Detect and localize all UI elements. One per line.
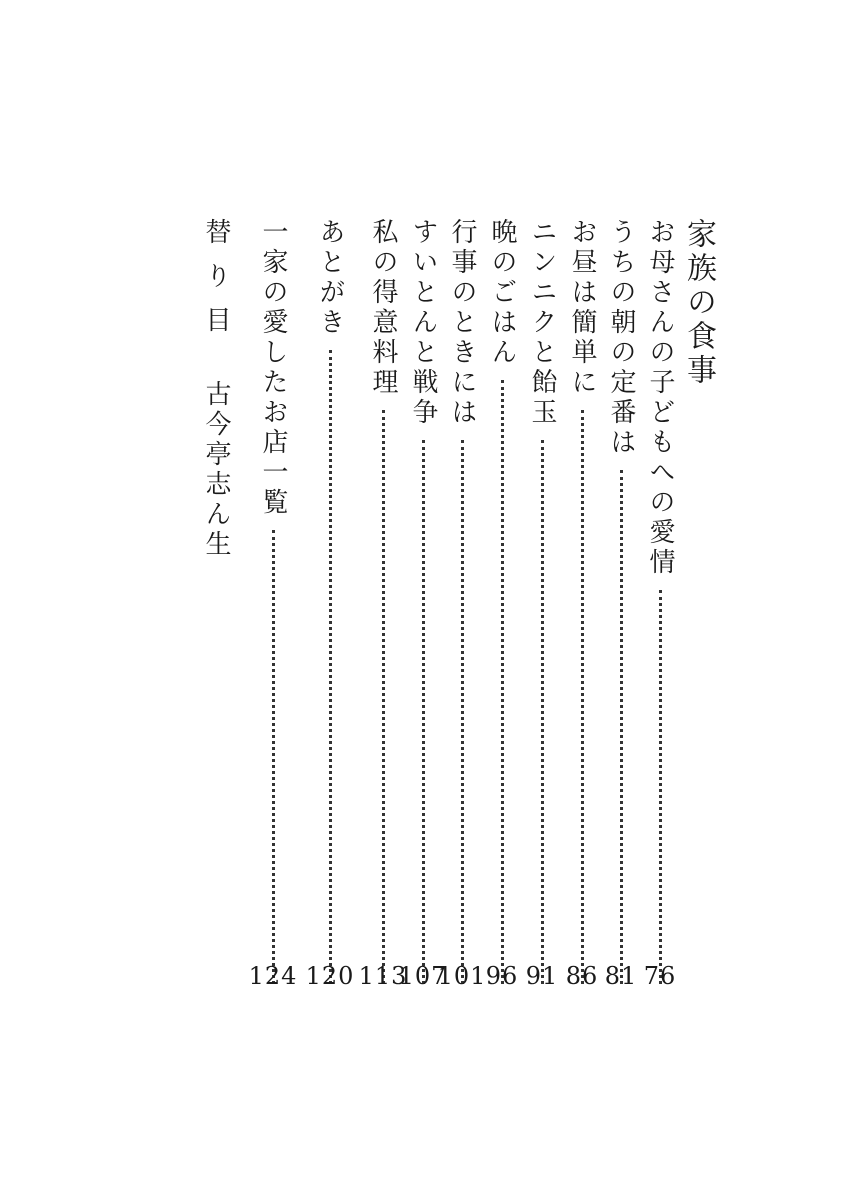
dot-leader: [659, 590, 662, 984]
toc-entry[interactable]: [310, 218, 350, 990]
toc-entry-title: 私の得意料理: [368, 218, 398, 398]
essay-author: 古今亭志ん生: [201, 380, 231, 560]
dot-leader: [541, 440, 544, 984]
toc-entry-page: 101: [437, 962, 487, 990]
dot-leader: [422, 440, 425, 984]
toc-entry-page: 113: [358, 962, 408, 990]
toc-entry-page: 76: [643, 962, 677, 990]
toc-entry-page: 91: [525, 962, 559, 990]
dot-leader: [382, 410, 385, 984]
toc-entry-title: すいとんと戦争: [408, 218, 438, 428]
section-heading-text: 家族の食事: [681, 218, 716, 388]
toc-entry-title: ニンニクと飴玉: [527, 218, 557, 428]
dot-leader: [272, 530, 275, 984]
dot-leader: [501, 380, 504, 984]
toc-entry[interactable]: [403, 218, 443, 990]
toc-entry-page: 86: [565, 962, 599, 990]
toc-entry[interactable]: [522, 218, 562, 990]
toc-entry[interactable]: [363, 218, 403, 990]
dot-leader: [329, 350, 332, 984]
dot-leader: [581, 410, 584, 984]
toc-entry-page: 81: [604, 962, 638, 990]
essay-title: 替り目: [201, 218, 231, 350]
toc-entry-title: うちの朝の定番は: [606, 218, 636, 458]
toc-entry-page: 96: [485, 962, 519, 990]
toc-entry[interactable]: [442, 218, 482, 990]
dot-leader: [620, 470, 623, 984]
section-heading: [678, 218, 718, 990]
dot-leader: [461, 440, 464, 984]
toc-entry[interactable]: [601, 218, 641, 990]
toc-entry-title: 行事のときには: [447, 218, 477, 428]
essay-entry[interactable]: [196, 218, 236, 990]
toc-entry[interactable]: [482, 218, 522, 990]
toc-entry-title: あとがき: [315, 218, 345, 338]
toc-entry-page: 120: [305, 962, 355, 990]
toc-entry-page: 107: [398, 962, 448, 990]
toc-entry[interactable]: [640, 218, 680, 990]
toc-entry[interactable]: [562, 218, 602, 990]
toc-entry-title: 一家の愛したお店一覧: [258, 218, 288, 518]
toc-entry-title: お母さんの子どもへの愛情: [645, 218, 675, 578]
toc-entry-page: 124: [248, 962, 298, 990]
toc-entry-title: 晩のごはん: [487, 218, 517, 368]
toc-entry-title: お昼は簡単に: [567, 218, 597, 398]
toc-entry[interactable]: [253, 218, 293, 990]
